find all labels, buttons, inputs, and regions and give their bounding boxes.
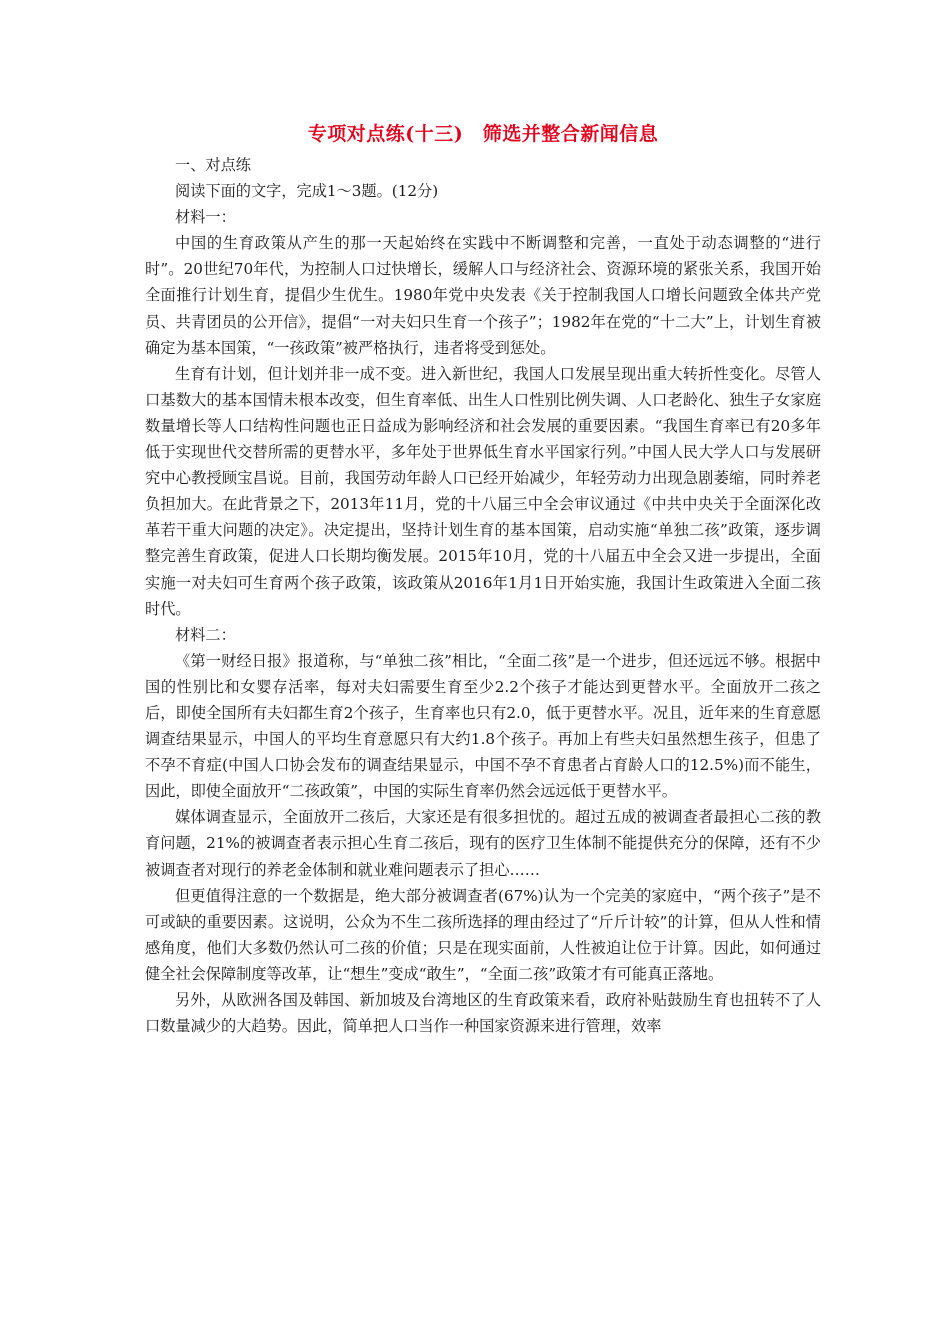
material-one-paragraph: 生育有计划，但计划并非一成不变。进入新世纪，我国人口发展呈现出重大转折性变化。尽管人口基数大的基本国情未根本改变，但生育率低、出生人口性别比例失调、人口老龄化、独生子女家庭数量增长等人口结构性问题也正日益成为影响经济和社会发展的重要因素。“我国生育率已有20多年低于实现世代交替所需的更替水平，多年处于世界低生育水平国家行列。”中国人民大学人口与发展研究中心教授顾宝昌说。目前，我国劳动年龄人口已经开始减少，年轻劳动力出现急剧萎缩，同时养老负担加大。在此背景之下，2013年11月，党的十八届三中全会审议通过《中共中央关于全面深化改革若干重大问题的决定》。决定提出，坚持计划生育的基本国策，启动实施“单独二孩”政策，逐步调整完善生育政策，促进人口长期均衡发展。2015年10月，党的十八届五中全会又进一步提出，全面实施一对夫妇可生育两个孩子政策，该政策从2016年1月1日开始实施，我国计生政策进入全面二孩时代。 [145, 364, 821, 618]
document-title: 专项对点练(十三) 筛选并整合新闻信息 [307, 123, 659, 145]
material-two-paragraph: 媒体调查显示，全面放开二孩后，大家还是有很多担忧的。超过五成的被调查者最担心二孩的教育问题，21%的被调查者表示担心生育二孩后，现有的医疗卫生体制不能提供充分的保障，还有不少被调查者对现行的养老金体制和就业难问题表示了担心…… [145, 808, 821, 879]
material-one-paragraph: 中国的生育政策从产生的那一天起始终在实践中不断调整和完善，一直处于动态调整的“进行时”。20世纪70年代，为控制人口过快增长，缓解人口与经济社会、资源环境的紧张关系，我国开始全面推行计划生育，提倡少生优生。1980年党中央发表《关于控制我国人口增长问题致全体共产党员、共青团员的公开信》，提倡“一对夫妇只生育一个孩子”；1982年在党的“十二大”上，计划生育被确定为基本国策，“一孩政策”被严格执行，违者将受到惩处。 [145, 234, 821, 357]
material-two-paragraph: 《第一财经日报》报道称，与“单独二孩”相比，“全面二孩”是一个进步，但还远远不够。根据中国的性别比和女婴存活率，每对夫妇需要生育至少2.2个孩子才能达到更替水平。全面放开二孩之后，即使全国所有夫妇都生育2个孩子，生育率也只有2.0，低于更替水平。况且，近年来的生育意愿调查结果显示，中国人的平均生育意愿只有大约1.8个孩子。再加上有些夫妇虽然想生孩子，但患了不孕不育症(中国人口协会发布的调查结果显示，中国不孕不育患者占育龄人口的12.5%)而不能生，因此，即使全面放开“二孩政策”，中国的实际生育率仍然会远远低于更替水平。 [145, 651, 821, 801]
document-page [145, 116, 821, 1039]
material-one-label: 材料一： [175, 208, 236, 227]
material-two-label: 材料二： [175, 625, 236, 644]
instruction-text: 阅读下面的文字，完成1～3题。(12分) [175, 182, 439, 201]
section-heading: 一、对点练 [175, 156, 251, 174]
material-two-paragraph: 但更值得注意的一个数据是，绝大部分被调查者(67%)认为一个完美的家庭中，“两个孩子”是不可或缺的重要因素。这说明，公众为不生二孩所选择的理由经过了“斤斤计较”的计算，但从人性和情感角度，他们大多数仍然认可二孩的价值；只是在现实面前，人性被迫让位于计算。因此，如何通过健全社会保障制度等改革，让“想生”变成“敢生”，“全面二孩”政策才有可能真正落地。 [145, 886, 821, 983]
material-two-paragraph: 另外，从欧洲各国及韩国、新加坡及台湾地区的生育政策来看，政府补贴鼓励生育也扭转不了人口数量减少的大趋势。因此，简单把人口当作一种国家资源来进行管理，效率 [145, 991, 821, 1036]
